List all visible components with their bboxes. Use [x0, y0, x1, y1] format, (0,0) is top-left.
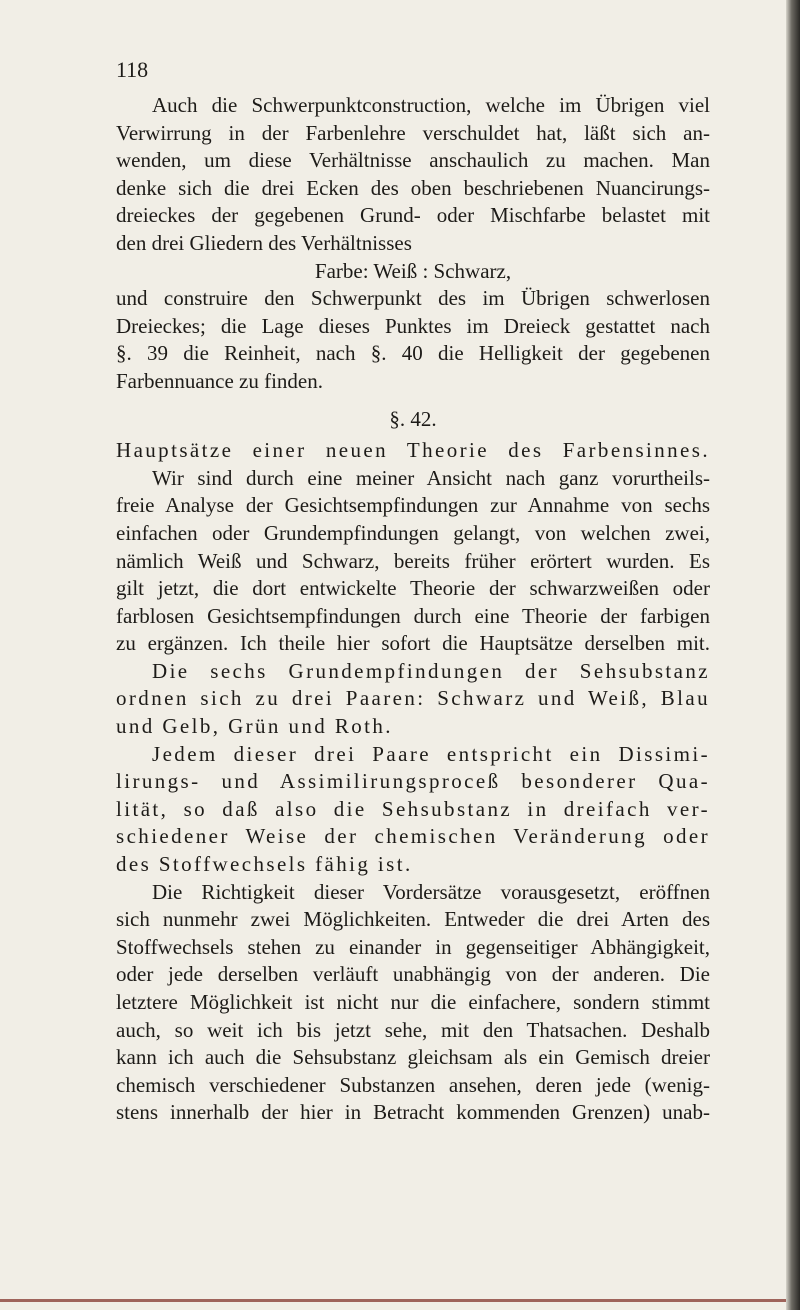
- text-line: dreieckes der gegebenen Grund- oder Mischfarbe belastet mit: [116, 203, 710, 228]
- text-line: freie Analyse der Gesichtsempfindungen zur Annahme von sechs: [116, 493, 710, 518]
- text-line: Auch die Schwerpunktconstruction, welche im Übrigen viel: [152, 93, 710, 117]
- text-line: einfachen oder Grundempfindungen gelangt, von welchen zwei,: [116, 520, 710, 545]
- text-line: letztere Möglichkeit ist nicht nur die einfachere, sondern stimmt: [116, 990, 710, 1014]
- text-line: Farbe: Weiß : Schwarz,: [314, 258, 512, 283]
- section-title: Hauptsätze einer neuen Theorie des Farbensinnes.: [116, 438, 710, 463]
- text-line: denke sich die drei Ecken des oben beschriebenen Nuancirungs-: [116, 175, 710, 200]
- text-line: Farbennuance zu finden.: [116, 368, 323, 393]
- text-line: wenden, um diese Verhältnisse anschaulich zu machen. Man: [116, 148, 710, 173]
- text-line: zu ergänzen. Ich theile hier sofort die Hauptsätze derselben mit.: [116, 631, 710, 656]
- text-line: ordnen sich zu drei Paaren: Schwarz und Weiß, Blau: [116, 686, 710, 711]
- text-line: auch, so weit ich bis jetzt sehe, mit den Thatsachen. Deshalb: [116, 1017, 710, 1042]
- body-text: [116, 92, 710, 1127]
- text-line: lität, so daß also die Sehsubstanz in dreifach ver-: [116, 796, 710, 821]
- text-line: Dreieckes; die Lage dieses Punktes im Dreieck gestattet nach: [116, 313, 710, 338]
- bottom-rule: [0, 1299, 786, 1302]
- text-line: Verwirrung in der Farbenlehre verschuldet hat, läßt sich an-: [116, 120, 710, 145]
- text-line: Die Richtigkeit dieser Vordersätze vorausgesetzt, eröffnen: [152, 879, 710, 904]
- text-line: oder jede derselben verläuft unabhängig von der anderen. Die: [116, 962, 710, 987]
- text-line: und construire den Schwerpunkt des im Übrigen schwerlosen: [116, 286, 710, 311]
- text-line: des Stoffwechsels fähig ist.: [116, 852, 413, 877]
- text-line: lirungs- und Assimilirungsproceß besonderer Qua-: [116, 769, 710, 794]
- text-line: §. 39 die Reinheit, nach §. 40 die Helligkeit der gegebenen: [116, 341, 710, 366]
- text-line: Jedem dieser drei Paare entspricht ein Dissimi-: [152, 741, 710, 766]
- text-line: chemisch verschiedener Substanzen ansehen, deren jede (wenig-: [116, 1072, 710, 1097]
- page-number: 118: [116, 57, 149, 82]
- text-line: Wir sind durch eine meiner Ansicht nach ganz vorurtheils-: [152, 465, 710, 490]
- text-line: gilt jetzt, die dort entwickelte Theorie der schwarzweißen oder: [116, 576, 710, 601]
- text-line: stens innerhalb der hier in Betracht kommenden Grenzen) unab-: [116, 1100, 710, 1125]
- text-line: nämlich Weiß und Schwarz, bereits früher erörtert wurden. Es: [116, 548, 710, 573]
- text-line: und Gelb, Grün und Roth.: [116, 714, 393, 739]
- text-line: kann ich auch die Sehsubstanz gleichsam als ein Gemisch dreier: [116, 1045, 710, 1070]
- page-edge-shadow: [786, 0, 800, 1310]
- section-heading-number: §. 42.: [389, 406, 437, 431]
- text-line: Die sechs Grundempfindungen der Sehsubstanz: [152, 658, 710, 683]
- text-line: den drei Gliedern des Verhältnisses: [116, 230, 412, 255]
- text-line: farblosen Gesichtsempfindungen durch eine Theorie der farbigen: [116, 603, 710, 628]
- text-line: schiedener Weise der chemischen Veränderung oder: [116, 824, 710, 849]
- text-line: sich nunmehr zwei Möglichkeiten. Entweder die drei Arten des: [116, 907, 710, 932]
- text-line: Stoffwechsels stehen zu einander in gegenseitiger Abhängigkeit,: [116, 934, 710, 959]
